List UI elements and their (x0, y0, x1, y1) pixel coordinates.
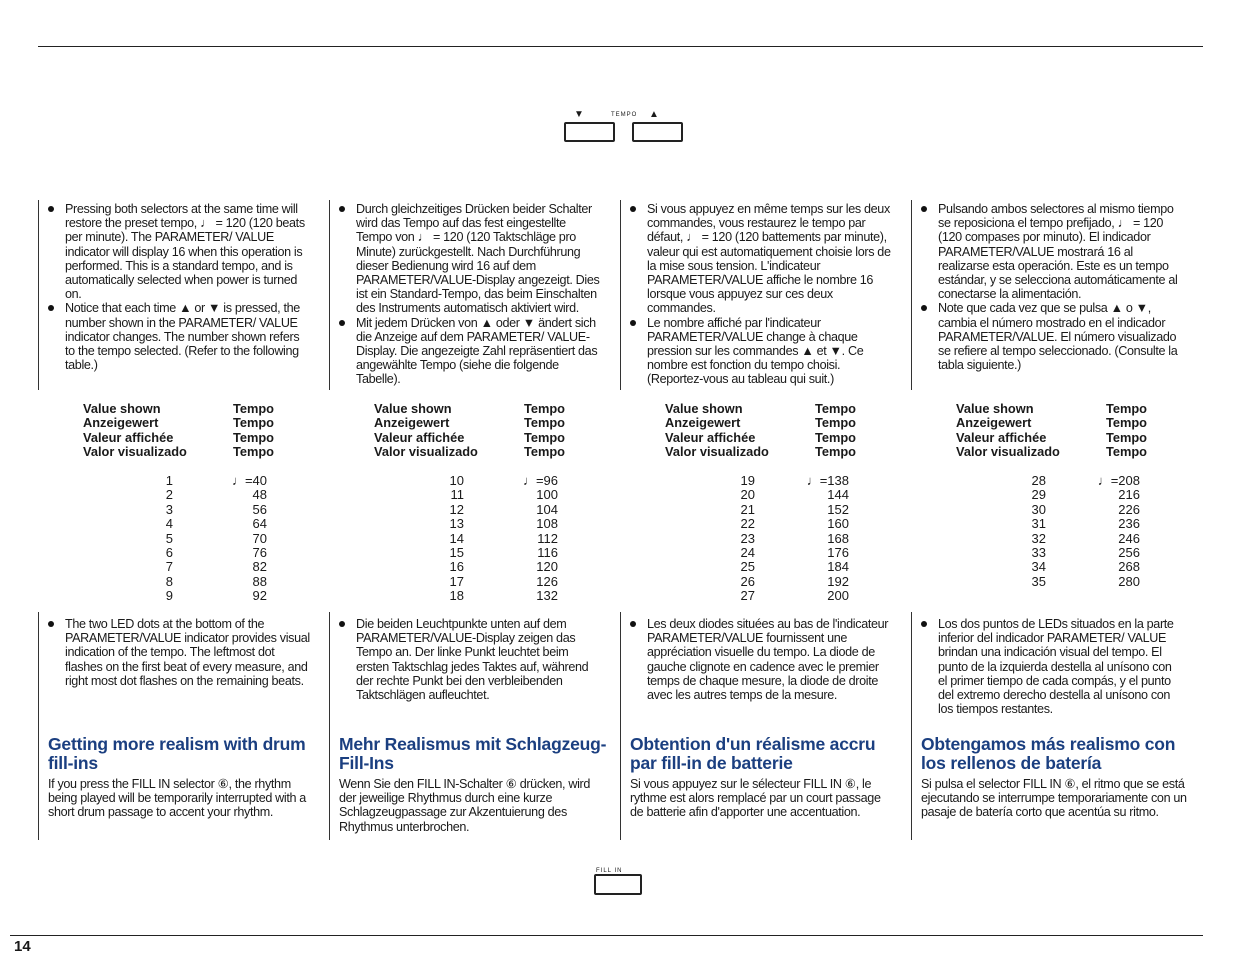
tempo-table-values (374, 474, 614, 604)
table-row (665, 575, 905, 589)
bullet-text: Le nombre affiché par l'indicateur PARAMETER/VALUE change à chaque pression sur les commandes ▲ et ▼. Ce nombre est fonction du tempo choisi. (Reportez-vous au tableau qui suit.) (647, 315, 864, 387)
value-cell: 16 (449, 559, 464, 575)
value-cell: 26 (740, 573, 755, 589)
tempo-up-arrow-icon: ▲ (649, 109, 659, 120)
header-value-shown: Value shown (374, 401, 452, 416)
tempo-cell: 120 (536, 559, 558, 575)
fill-in-control-diagram (590, 864, 660, 904)
tempo-table-header (83, 402, 274, 460)
tempo-cell: 100 (536, 487, 558, 503)
tempo-bullets (339, 202, 601, 387)
value-cell: 12 (449, 501, 464, 517)
bullet-text: Si vous appuyez en même temps sur les deux commandes, vous restaurez le tempo par défaut, ♩ = 120 (120 battements par minute), valeur qui est automatiquement choisie lors de la mise sous tension. L'indicateur PARAMETER/VALUE affiche le nombre 16 lorsque vous appuyez sur ces deux commandes. (647, 202, 891, 316)
tempo-table-header (374, 402, 565, 460)
value-cell: 18 (449, 588, 464, 604)
fill-in-label: FILL IN (596, 868, 623, 874)
value-cell: 15 (449, 544, 464, 560)
bullet-icon (48, 305, 54, 311)
tempo-cell: 116 (537, 544, 558, 560)
bullet-icon (339, 320, 345, 326)
header-value-shown: Anzeigewert (83, 415, 159, 431)
bullet-item (48, 202, 310, 301)
header-value-shown: Valor visualizado (665, 444, 769, 460)
value-cell: 20 (740, 487, 755, 503)
table-row (83, 532, 323, 546)
header-row (374, 402, 565, 416)
value-cell: 2 (165, 487, 173, 503)
tempo-bullets (921, 202, 1183, 372)
table-row (374, 560, 614, 574)
header-row (83, 431, 274, 445)
tempo-cell: 108 (536, 516, 558, 532)
value-cell: 17 (449, 573, 464, 589)
tempo-label: TEMPO (611, 112, 638, 118)
table-row (665, 503, 905, 517)
value-cell: 31 (1031, 516, 1046, 532)
section-body: If you press the FILL IN selector ⑥, the rhythm being played will be temporarily interrupted with a short drum passage to accent your rhythm. (48, 777, 306, 820)
column-divider (911, 612, 912, 840)
header-row (83, 445, 274, 459)
value-cell: 30 (1031, 501, 1046, 517)
table-row (83, 560, 323, 574)
tempo-cell: 200 (827, 588, 849, 604)
table-row (83, 474, 323, 488)
header-tempo: Tempo (233, 429, 274, 445)
column-en (38, 200, 318, 840)
tempo-cell: 192 (827, 573, 849, 589)
tempo-cell: 56 (252, 501, 267, 517)
header-row (956, 402, 1147, 416)
header-value-shown: Valeur affichée (956, 429, 1047, 445)
header-value-shown: Value shown (83, 401, 161, 416)
tempo-cell: 176 (827, 544, 849, 560)
table-row (83, 589, 323, 603)
header-row (374, 445, 565, 459)
table-row (956, 546, 1196, 560)
section-heading: Getting more realism with drum fill-ins (48, 734, 306, 773)
bullet-text: Durch gleichzeitiges Drücken beider Schalter wird das Tempo auf das fest eingestellte Tempo von ♩ = 120 (120 Taktschläge pro Minute) zurückgestellt. Nach Durchführung dieser Bedienung wird 16 auf dem PARAMETER/VALUE-Display angezeigt. Dies ist ein Standard-Tempo, das beim Einschalten des Instruments automatisch aktiviert wird. (356, 202, 600, 316)
bullet-icon (921, 621, 927, 627)
bullet-text: Les deux diodes situées au bas de l'indicateur PARAMETER/VALUE fournissent une appréciation visuelle du tempo. La diode de gauche clignote en cadence avec le premier temps de chaque mesure, la diode de droite avec les autres temps de la mesure. (647, 617, 889, 703)
column-divider (620, 200, 621, 390)
header-tempo: Tempo (1106, 415, 1147, 431)
section-heading: Mehr Realismus mit Schlagzeug-Fill-Ins (339, 734, 607, 773)
table-row (665, 474, 905, 488)
tempo-cell: 246 (1118, 530, 1140, 546)
table-row (956, 488, 1196, 502)
table-row (956, 503, 1196, 517)
table-row (956, 560, 1196, 574)
column-es (911, 200, 1191, 840)
bullet-icon (921, 206, 927, 212)
value-cell: 13 (449, 516, 464, 532)
header-value-shown: Valeur affichée (665, 429, 756, 445)
column-fr (620, 200, 900, 840)
section-body: Si pulsa el selector FILL IN ⑥, el ritmo que se está ejecutando se interrumpe temporariamente con un pasaje de batería corto que acentúa su ritmo. (921, 777, 1187, 820)
value-cell: 27 (740, 588, 755, 604)
tempo-cell: 70 (252, 530, 267, 546)
tempo-cell: 112 (537, 530, 558, 546)
value-cell: 21 (740, 501, 755, 517)
header-value-shown: Valeur affichée (83, 429, 174, 445)
header-tempo: Tempo (815, 401, 856, 416)
value-cell: 32 (1031, 530, 1046, 546)
header-value-shown: Value shown (956, 401, 1034, 416)
header-value-shown: Anzeigewert (665, 415, 741, 431)
tempo-cell: 132 (536, 588, 558, 604)
tempo-cell: 126 (536, 573, 558, 589)
value-cell: 23 (740, 530, 755, 546)
table-row (956, 517, 1196, 531)
bullet-text: Mit jedem Drücken von ▲ oder ▼ ändert sich die Anzeige auf dem PARAMETER/ VALUE-Display. Die angezeigte Zahl repräsentiert das angewählte Tempo (siehe die folgende Tabelle). (356, 315, 598, 387)
table-row (665, 589, 905, 603)
header-row (956, 445, 1147, 459)
table-row (665, 517, 905, 531)
tempo-cell: ♩=40 (231, 473, 267, 488)
tempo-table-values (956, 474, 1196, 589)
header-tempo: Tempo (524, 415, 565, 431)
header-row (374, 416, 565, 430)
header-tempo: Tempo (524, 444, 565, 460)
table-row (374, 517, 614, 531)
header-value-shown: Valor visualizado (374, 444, 478, 460)
tempo-control-diagram (560, 107, 690, 147)
bullet-icon (48, 206, 54, 212)
tempo-table-values (83, 474, 323, 604)
value-cell: 14 (449, 530, 464, 546)
column-divider (329, 612, 330, 840)
header-row (665, 416, 856, 430)
bullet-text: Die beiden Leuchtpunkte unten auf dem PARAMETER/VALUE-Display zeigen das Tempo an. Der linke Punkt leuchtet beim ersten Taktschlag jedes Taktes auf, während der rechte Punkt bei den verbleibenden Taktschlägen aufleuchtet. (356, 617, 589, 703)
value-cell: 9 (165, 588, 173, 604)
bullet-item (630, 617, 892, 702)
bullet-item (339, 617, 601, 702)
column-divider (329, 200, 330, 390)
tempo-cell: 82 (252, 559, 267, 575)
table-row (374, 546, 614, 560)
header-tempo: Tempo (524, 429, 565, 445)
header-value-shown: Value shown (665, 401, 743, 416)
tempo-cell: 144 (827, 487, 849, 503)
tempo-cell: 104 (536, 501, 558, 517)
header-row (665, 402, 856, 416)
tempo-cell: 64 (252, 516, 267, 532)
table-row (665, 546, 905, 560)
bullet-text: Notice that each time ▲ or ▼ is pressed, the number shown in the PARAMETER/ VALUE indicator changes. The number shown refers to the tempo selected. (Refer to the following table.) (65, 301, 300, 373)
led-bullets (48, 617, 310, 688)
bullet-icon (48, 621, 54, 627)
table-row (374, 488, 614, 502)
section-body: Wenn Sie den FILL IN-Schalter ⑥ drücken, wird der jeweilige Rhythmus durch eine kurze Schlagzeugpassage zur Akzentuierung des Rhythmus unterbrochen. (339, 777, 591, 834)
bullet-icon (630, 621, 636, 627)
header-tempo: Tempo (233, 401, 274, 416)
tempo-cell: 268 (1118, 559, 1140, 575)
bullet-text: The two LED dots at the bottom of the PARAMETER/VALUE indicator provides visual indication of the tempo. The leftmost dot flashes on the first beat of every measure, and right most dot flashes on the remaining beats. (65, 617, 310, 688)
tempo-bullets (630, 202, 892, 387)
bullet-text: Los dos puntos de LEDs situados en la parte inferior del indicador PARAMETER/ VALUE brindan una indicación visual del tempo. El punto de la izquierda destella al unísono con el primer tiempo de cada compás, y el punto del extremo derecho destella al unísono con los tiempos restantes. (938, 617, 1174, 717)
table-row (956, 474, 1196, 488)
header-row (956, 416, 1147, 430)
tempo-table-values (665, 474, 905, 604)
led-bullets (630, 617, 892, 702)
header-value-shown: Anzeigewert (956, 415, 1032, 431)
table-row (374, 575, 614, 589)
bullet-item (630, 202, 892, 316)
tempo-cell: 152 (827, 501, 849, 517)
bullet-item (48, 301, 310, 372)
bullet-icon (339, 621, 345, 627)
table-row (956, 575, 1196, 589)
value-cell: 34 (1031, 559, 1046, 575)
bullet-text: Pulsando ambos selectores al mismo tiempo se reposiciona el tempo prefijado, ♩ = 120 (120 compases por minuto). El indicador PARAMETER/VALUE mostrará 16 al realizarse esta operación. Este es un tempo estándar, y se selecciona automáticamente al conectarse la alimentación. (938, 202, 1178, 302)
tempo-down-arrow-icon: ▼ (574, 109, 584, 120)
column-divider (911, 200, 912, 390)
tempo-table-header (665, 402, 856, 460)
value-cell: 7 (165, 559, 173, 575)
table-row (665, 488, 905, 502)
bullet-item (921, 202, 1183, 301)
tempo-cell: ♩=208 (1097, 473, 1140, 488)
header-row (83, 402, 274, 416)
fill-in-selector (594, 874, 642, 895)
table-row (956, 532, 1196, 546)
bullet-icon (630, 206, 636, 212)
header-value-shown: Valeur affichée (374, 429, 465, 445)
value-cell: 24 (740, 544, 755, 560)
value-cell: 35 (1031, 573, 1046, 589)
header-tempo: Tempo (233, 444, 274, 460)
column-de (329, 200, 609, 840)
tempo-bullets (48, 202, 310, 372)
page-number: 14 (14, 938, 31, 955)
table-row (83, 517, 323, 531)
bullet-icon (630, 320, 636, 326)
header-tempo: Tempo (815, 429, 856, 445)
tempo-table-header (956, 402, 1147, 460)
tempo-cell: 226 (1118, 501, 1140, 517)
value-cell: 5 (165, 530, 173, 546)
section-heading: Obtengamos más realismo con los rellenos de batería (921, 734, 1176, 773)
table-row (83, 503, 323, 517)
bullet-item (339, 202, 601, 316)
bullet-item (630, 316, 892, 387)
tempo-down-selector (564, 122, 615, 142)
bullet-item (339, 316, 601, 387)
bullet-item (48, 617, 310, 688)
table-row (83, 488, 323, 502)
tempo-up-selector (632, 122, 683, 142)
tempo-cell: 216 (1118, 487, 1140, 503)
bullet-item (921, 617, 1183, 716)
table-row (665, 560, 905, 574)
value-cell: 19 (740, 473, 755, 488)
top-rule (38, 46, 1203, 47)
value-cell: 29 (1031, 487, 1046, 503)
bottom-rule (10, 935, 1203, 936)
bullet-icon (921, 305, 927, 311)
header-row (665, 445, 856, 459)
table-row (83, 546, 323, 560)
column-divider (38, 200, 39, 390)
header-tempo: Tempo (233, 415, 274, 431)
table-row (374, 589, 614, 603)
tempo-cell: 76 (252, 544, 267, 560)
tempo-cell: 168 (827, 530, 849, 546)
value-cell: 33 (1031, 544, 1046, 560)
header-value-shown: Valor visualizado (83, 444, 187, 460)
value-cell: 28 (1031, 473, 1046, 488)
led-bullets (339, 617, 601, 702)
value-cell: 4 (165, 516, 173, 532)
header-tempo: Tempo (815, 415, 856, 431)
section-heading: Obtention d'un réalisme accru par fill-in de batterie (630, 734, 876, 773)
value-cell: 22 (740, 516, 755, 532)
column-divider (38, 612, 39, 840)
bullet-text: Note que cada vez que se pulsa ▲ o ▼, cambia el número mostrado en el indicador PARAMETER/VALUE. El número visualizado se refiere al tempo seleccionado. (Consulte la tabla siguiente.) (938, 301, 1178, 373)
tempo-cell: 48 (252, 487, 267, 503)
table-row (374, 503, 614, 517)
header-tempo: Tempo (1106, 429, 1147, 445)
header-value-shown: Valor visualizado (956, 444, 1060, 460)
tempo-cell: 92 (252, 588, 267, 604)
tempo-cell: 256 (1118, 544, 1140, 560)
value-cell: 11 (450, 487, 464, 503)
value-cell: 1 (165, 473, 173, 488)
header-tempo: Tempo (815, 444, 856, 460)
tempo-cell: 184 (827, 559, 849, 575)
tempo-cell: ♩=138 (806, 473, 849, 488)
bullet-item (921, 301, 1183, 372)
value-cell: 25 (740, 559, 755, 575)
table-row (665, 532, 905, 546)
value-cell: 8 (165, 573, 173, 589)
table-row (374, 532, 614, 546)
bullet-text: Pressing both selectors at the same time will restore the preset tempo, ♩ = 120 (120 beats per minute). The PARAMETER/ VALUE indicator will display 16 when this operation is performed. This is a standard tempo, and is automatically selected when power is turned on. (65, 202, 305, 302)
header-tempo: Tempo (1106, 444, 1147, 460)
header-value-shown: Anzeigewert (374, 415, 450, 431)
tempo-cell: 236 (1118, 516, 1140, 532)
section-body: Si vous appuyez sur le sélecteur FILL IN ⑥, le rythme est alors remplacé par un court passage de batterie afin d'apporter une accentuation. (630, 777, 881, 820)
header-tempo: Tempo (524, 401, 565, 416)
header-tempo: Tempo (1106, 401, 1147, 416)
tempo-cell: 280 (1118, 573, 1140, 589)
header-row (374, 431, 565, 445)
header-row (83, 416, 274, 430)
header-row (956, 431, 1147, 445)
tempo-cell: 88 (252, 573, 267, 589)
table-row (83, 575, 323, 589)
header-row (665, 431, 856, 445)
bullet-icon (339, 206, 345, 212)
column-divider (620, 612, 621, 840)
table-row (374, 474, 614, 488)
led-bullets (921, 617, 1183, 716)
value-cell: 6 (165, 544, 173, 560)
tempo-cell: 160 (827, 516, 849, 532)
tempo-cell: ♩=96 (522, 473, 558, 488)
value-cell: 3 (165, 501, 173, 517)
value-cell: 10 (449, 473, 464, 488)
